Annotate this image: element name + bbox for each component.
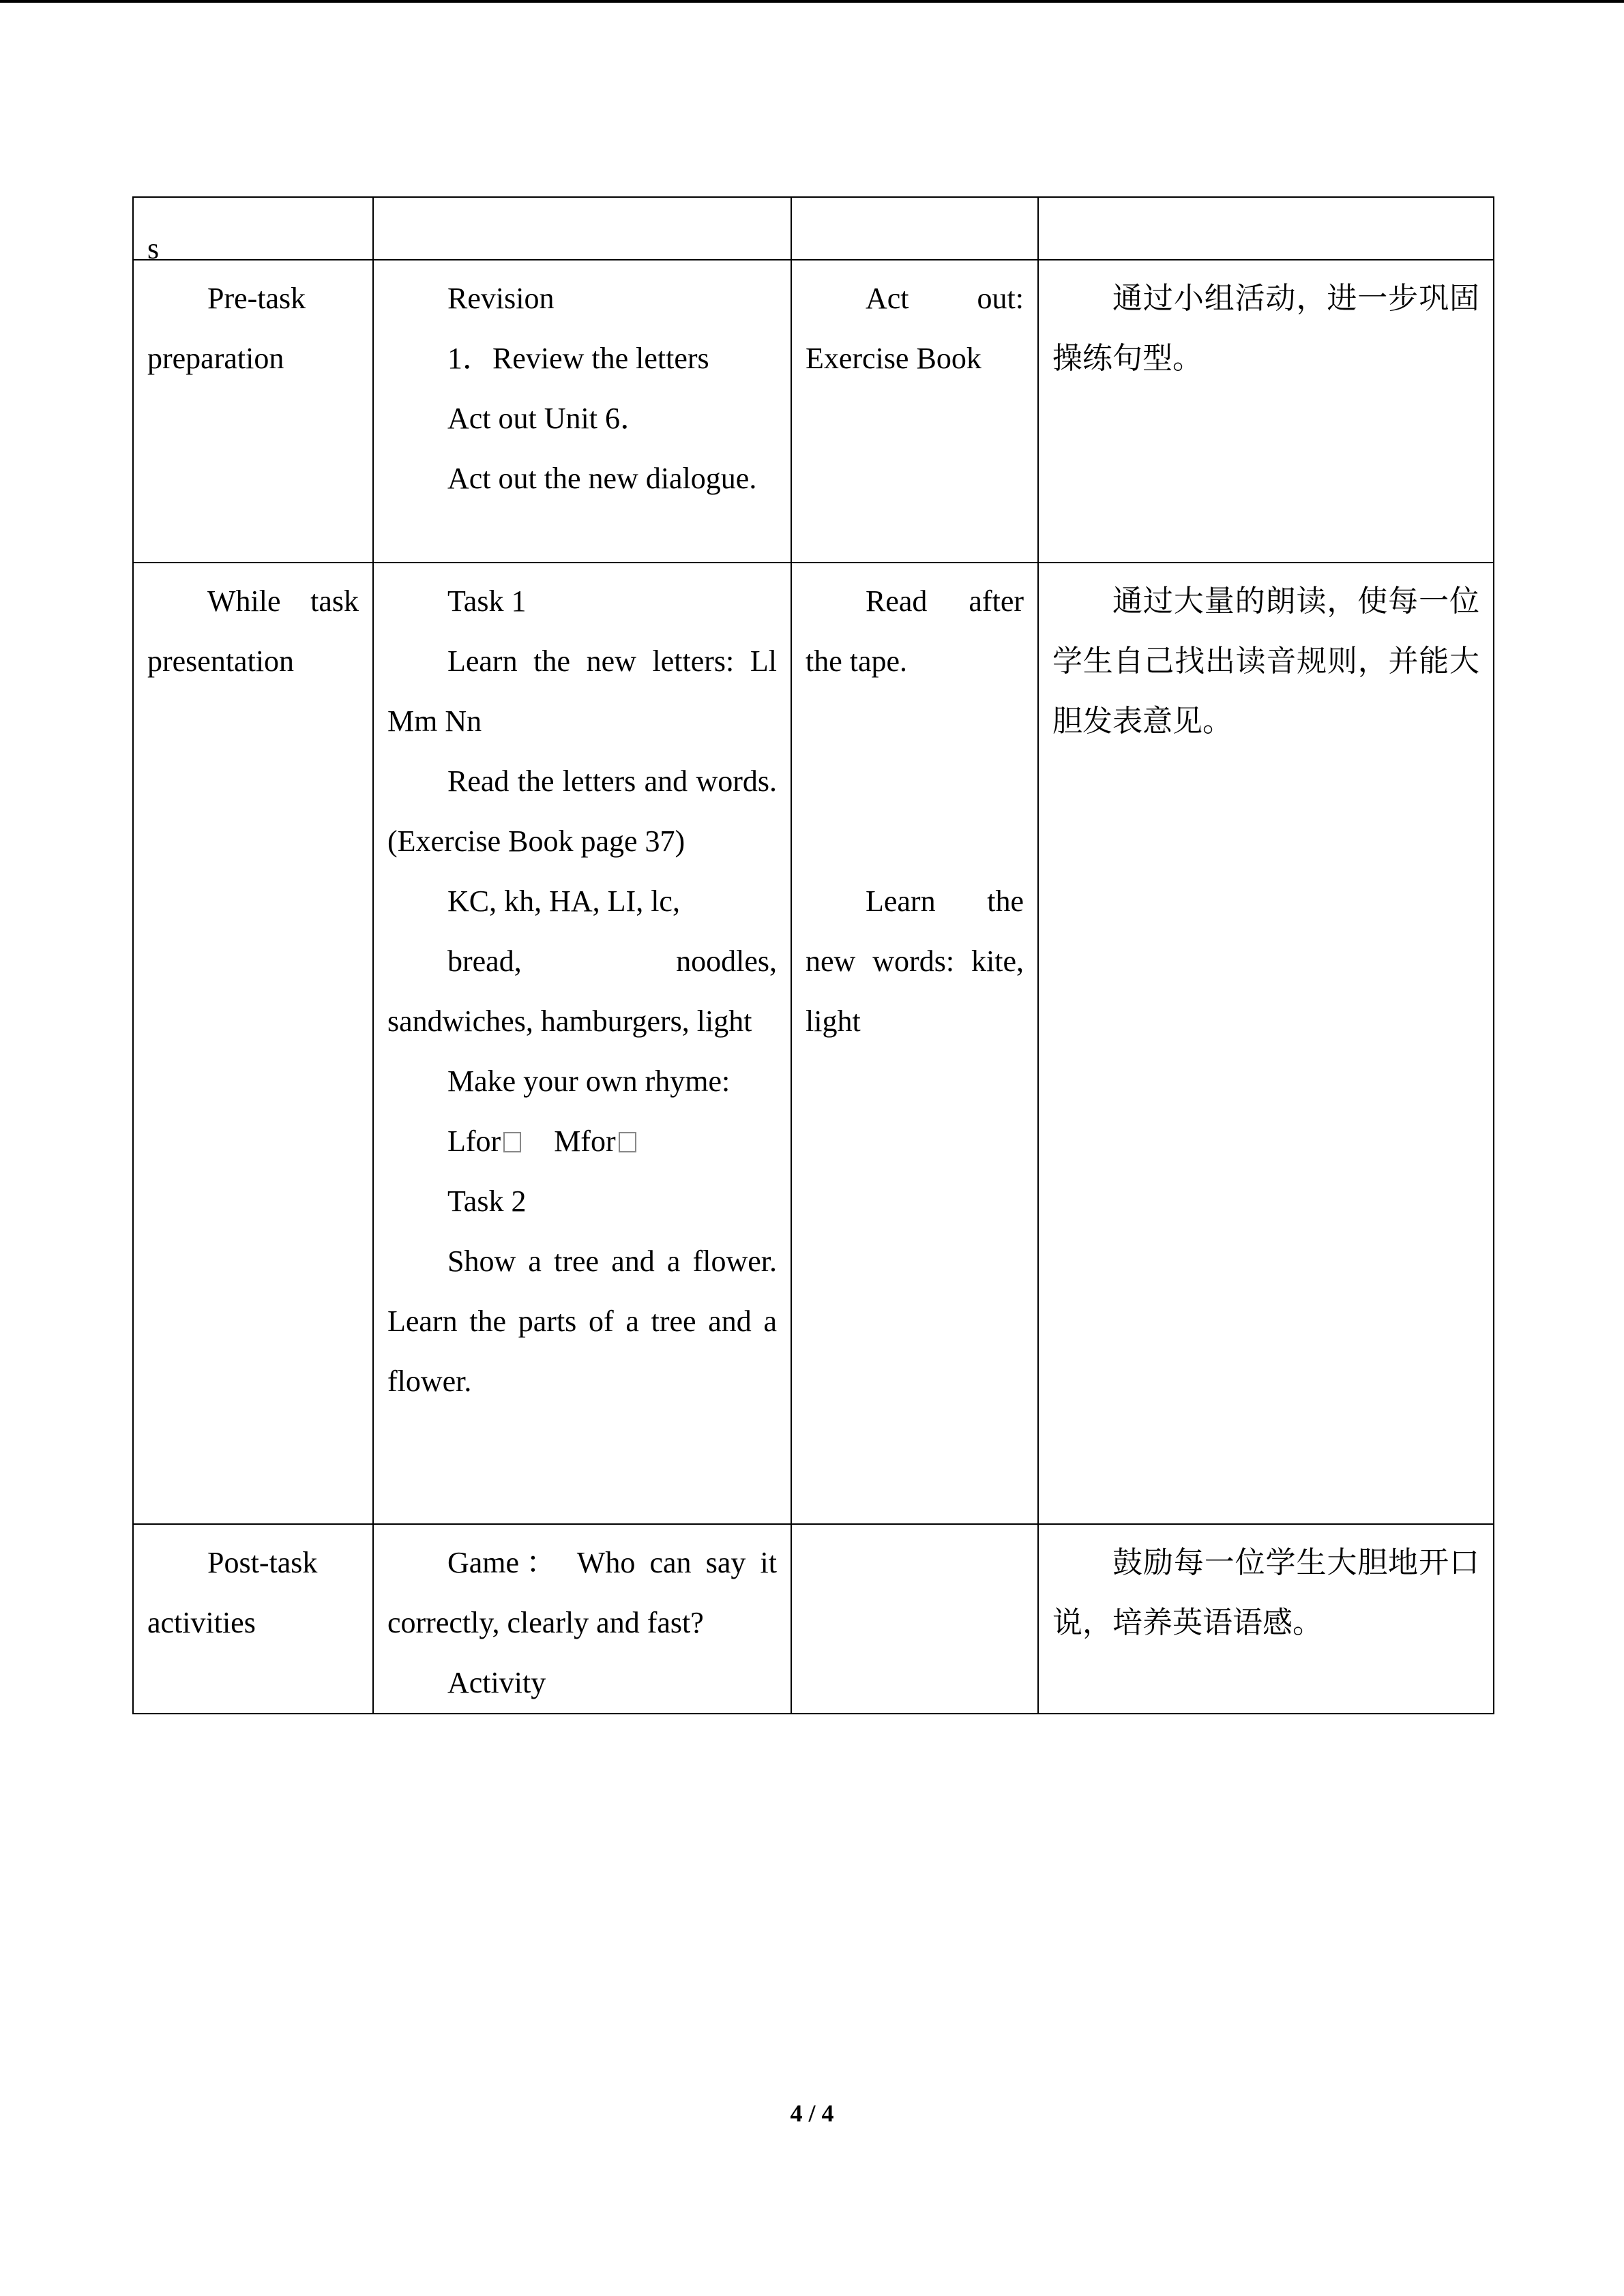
pre-task-activity-cell [791, 260, 1038, 563]
content-line: bread, noodles, sandwiches, hamburgers, light [387, 944, 777, 1038]
table-row-post-task [133, 1524, 1494, 1714]
pre-task-stage-cell [133, 260, 373, 563]
while-task-purpose-cell [1038, 563, 1494, 1524]
activity-text: Act out: Exercise Book [806, 282, 1024, 375]
while-task-stage-cell [133, 563, 373, 1524]
purpose-text: 鼓励每一位学生大胆地开口说，培养英语语感。 [1052, 1545, 1479, 1640]
table-cell-purpose [1038, 197, 1494, 260]
content-line: Make your own rhyme: [447, 1064, 730, 1098]
rhyme-line [387, 1112, 777, 1172]
content-line: Task 1 [447, 584, 527, 618]
table-cell-activity [791, 197, 1038, 260]
purpose-text: 通过大量的朗读，使每一位学生自己找出读音规则，并能大胆发表意见。 [1052, 584, 1479, 739]
while-task-content-cell [373, 563, 791, 1524]
post-task-stage-cell [133, 1524, 373, 1714]
content-line: Activity [447, 1666, 546, 1699]
rhyme-l-label: Lfor [447, 1124, 501, 1158]
pre-task-content-cell [373, 260, 791, 563]
post-task-content-cell [373, 1524, 791, 1714]
post-task-purpose-cell [1038, 1524, 1494, 1714]
top-border-rule [0, 0, 1624, 3]
content-line: Show a tree and a flower. Learn the parts of a tree and a flower. [387, 1244, 777, 1398]
content-line: Act out Unit 6． [447, 402, 650, 435]
lesson-plan-table [132, 196, 1494, 1714]
content-line: Game： Who can say it correctly, clearly and fast? [387, 1546, 777, 1639]
content-line: Read the letters and words. (Exercise Book page 37) [387, 764, 777, 858]
content-line: KC, kh, HA, LI, lc, [447, 884, 680, 918]
blank-box-icon [503, 1132, 521, 1152]
pre-task-stage-label: Pre-task preparation [147, 282, 306, 375]
while-task-activity-cell [791, 563, 1038, 1524]
activity-text: Learn the new words: kite, light [806, 884, 1024, 1038]
table-cell-content [373, 197, 791, 260]
content-line: Act out the new dialogue. [447, 462, 757, 495]
content-line: 1．Review the letters [447, 342, 709, 375]
post-task-activity-cell [791, 1524, 1038, 1714]
content-line: Revision [447, 282, 555, 315]
table-row-pre-task [133, 260, 1494, 563]
content-line: Learn the new letters: Ll Mm Nn [387, 644, 777, 738]
table-row-continuation [133, 197, 1494, 260]
pre-task-purpose-cell [1038, 260, 1494, 563]
blank-box-icon [619, 1132, 636, 1152]
content-line: Task 2 [447, 1184, 527, 1218]
table-cell-stage: s [133, 197, 373, 260]
post-task-stage-label: Post-task activities [147, 1546, 318, 1639]
page-number: 4 / 4 [790, 2100, 834, 2127]
while-task-stage-label: While task presentation [147, 584, 359, 678]
rhyme-m-label: Mfor [554, 1124, 616, 1158]
table-row-while-task [133, 563, 1494, 1524]
activity-text: Read after the tape. [806, 584, 1024, 678]
purpose-text: 通过小组活动，进一步巩固操练句型。 [1052, 281, 1479, 376]
